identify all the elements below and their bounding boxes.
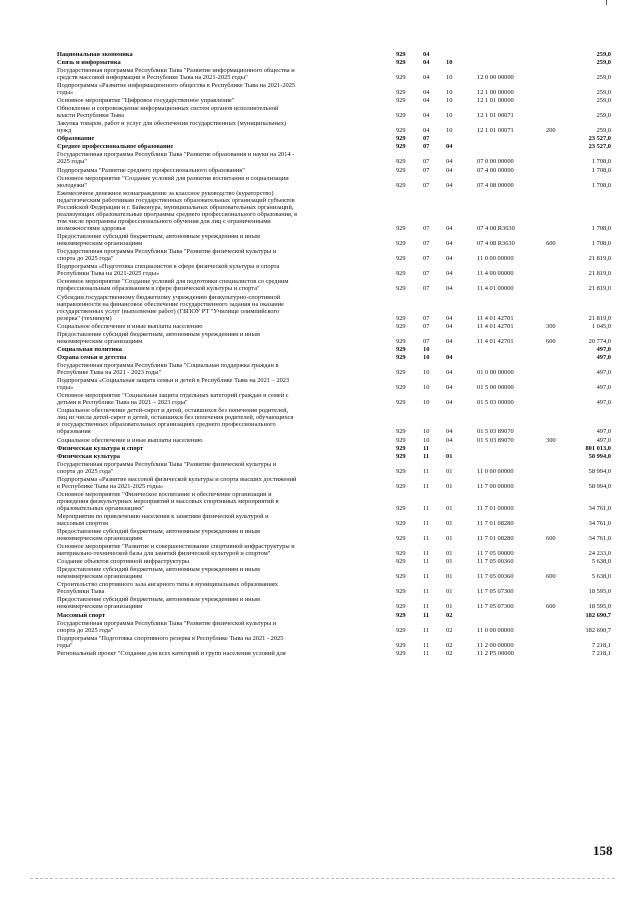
cell-section: 07 bbox=[423, 181, 430, 189]
table-row bbox=[0, 476, 639, 490]
table-row bbox=[0, 543, 639, 557]
cell-section: 07 bbox=[423, 135, 430, 143]
cell-ministry: 929 bbox=[396, 588, 406, 596]
cell-subsection: 01 bbox=[446, 504, 453, 512]
cell-subsection: 04 bbox=[446, 436, 453, 444]
cell-amount: 34 761,0 bbox=[588, 504, 611, 512]
cell-section: 07 bbox=[423, 240, 430, 248]
table-row bbox=[0, 377, 639, 391]
row-name: Социальное обеспечение детей-сирот и детей, оставшихся без попечения родителей, лиц из числа детей-сирот и детей, оставшихся без попечения родителей, обучающихся в государственных образовательных организациях среднего профессионального образования bbox=[57, 407, 294, 436]
cell-ministry: 929 bbox=[396, 519, 406, 527]
cell-section: 04 bbox=[423, 112, 430, 120]
row-name: Физическая культура и спорт bbox=[57, 444, 144, 452]
row-name: Государственная программа Республики Тыва "Социальная поддержка граждан в Республике Тыва на 2021 - 2023 годы" bbox=[57, 361, 279, 376]
cell-amount: 1 708,0 bbox=[591, 240, 611, 248]
row-name: Социальная политика bbox=[57, 345, 122, 353]
cell-section: 07 bbox=[423, 270, 430, 278]
cell-ministry: 929 bbox=[396, 322, 406, 330]
table-row bbox=[0, 143, 639, 150]
cell-section: 04 bbox=[423, 51, 430, 58]
cell-ministry: 929 bbox=[396, 384, 406, 392]
row-name: Мероприятия по привлечению населения к занятиям физической культурой и массовым спортом bbox=[57, 512, 269, 527]
cell-target-article: 12 1 01 00071 bbox=[477, 112, 514, 120]
cell-subsection: 02 bbox=[446, 641, 453, 649]
scan-bottom-edge bbox=[30, 878, 615, 879]
cell-section: 04 bbox=[423, 127, 430, 135]
table-row bbox=[0, 346, 639, 353]
row-name: Региональный проект "Создание для всех категорий и групп населения условий для bbox=[57, 649, 286, 657]
table-row bbox=[0, 233, 639, 247]
cell-section: 11 bbox=[423, 482, 430, 490]
row-name: Основное мероприятие "Создание условий для подготовки специалистов со средним профессиональным образованием в сфере физической культуры и спорта" bbox=[57, 278, 289, 293]
cell-subsection: 02 bbox=[446, 626, 453, 634]
cell-amount: 182 690,7 bbox=[585, 611, 611, 619]
cell-section: 10 bbox=[423, 345, 430, 353]
cell-target-article: 11 4 01 00000 bbox=[477, 285, 514, 293]
cell-subsection: 01 bbox=[446, 588, 453, 596]
cell-subsection: 10 bbox=[446, 59, 453, 66]
row-name: Национальная экономика bbox=[57, 51, 133, 58]
cell-ministry: 929 bbox=[396, 89, 406, 97]
cell-ministry: 929 bbox=[396, 345, 406, 353]
cell-section: 11 bbox=[423, 611, 430, 619]
cell-section: 11 bbox=[423, 504, 430, 512]
row-name: Подпрограмма «Развитие информационного общества в Республике Тыва на 2021-2025 годы» bbox=[57, 82, 296, 97]
cell-subsection: 04 bbox=[446, 353, 453, 361]
row-name: Основное мероприятие "Социальная защита отдельных категорий граждан и семей с детьми в Республике Тыва на 2021 – 2023 годы" bbox=[57, 392, 289, 407]
cell-expense-type: 600 bbox=[546, 573, 556, 581]
table-row bbox=[0, 392, 639, 406]
cell-amount: 1 708,0 bbox=[591, 166, 611, 174]
table-row bbox=[0, 263, 639, 277]
cell-section: 07 bbox=[423, 314, 430, 322]
cell-amount: 259,0 bbox=[596, 112, 611, 120]
cell-amount: 58 994,0 bbox=[588, 467, 611, 475]
cell-amount: 1 045,0 bbox=[591, 322, 611, 330]
cell-ministry: 929 bbox=[396, 285, 406, 293]
row-name: Ежемесячное денежное вознаграждение за классное руководство (кураторство) педагогическим работникам государственных образовательных организаций субъектов Российской Федерации и г. Байконура, муниципальных образовательных организаций, реализующих образовательные программы среднего профессионального образования, в том числе программы профессионального обучения для лиц с ограниченными возможностями здоровья bbox=[57, 189, 298, 233]
cell-ministry: 929 bbox=[396, 166, 406, 174]
cell-target-article: 01 5 03 89070 bbox=[477, 436, 514, 444]
cell-ministry: 929 bbox=[396, 558, 406, 566]
table-row bbox=[0, 120, 639, 134]
cell-section: 07 bbox=[423, 166, 430, 174]
cell-ministry: 929 bbox=[396, 97, 406, 105]
cell-ministry: 929 bbox=[396, 573, 406, 581]
cell-subsection: 04 bbox=[446, 368, 453, 376]
cell-target-article: 07 0 00 00000 bbox=[477, 158, 514, 166]
cell-subsection: 04 bbox=[446, 285, 453, 293]
row-name: Подпрограмма "Развитие среднего профессионального образования" bbox=[57, 166, 245, 174]
cell-subsection: 04 bbox=[446, 240, 453, 248]
cell-section: 11 bbox=[423, 588, 430, 596]
table-row bbox=[0, 635, 639, 649]
row-name: Подпрограмма "Подготовка спортивного резерва в Республике Тыва на 2021 - 2025 годы" bbox=[57, 634, 284, 649]
table-row bbox=[0, 612, 639, 619]
cell-subsection: 10 bbox=[446, 74, 453, 82]
table-row bbox=[0, 528, 639, 542]
cell-subsection: 10 bbox=[446, 89, 453, 97]
cell-subsection: 04 bbox=[446, 225, 453, 233]
cell-target-article: 12 1 00 00000 bbox=[477, 89, 514, 97]
cell-subsection: 02 bbox=[446, 649, 453, 657]
cell-section: 07 bbox=[423, 158, 430, 166]
table-row bbox=[0, 513, 639, 527]
cell-target-article: 11 7 01 08280 bbox=[477, 519, 514, 527]
cell-amount: 259,0 bbox=[596, 74, 611, 82]
table-row bbox=[0, 437, 639, 444]
cell-target-article: 12 0 00 00000 bbox=[477, 74, 514, 82]
row-name: Подпрограмма «Социальная защита семьи и детей в Республике Тыва на 2021 – 2023 годы» bbox=[57, 377, 290, 392]
cell-amount: 20 774,0 bbox=[588, 337, 611, 345]
table-row bbox=[0, 59, 639, 66]
cell-section: 10 bbox=[423, 399, 430, 407]
row-name: Предоставление субсидий бюджетным, автономным учреждениям и иным некоммерческим организациям bbox=[57, 330, 260, 345]
cell-subsection: 01 bbox=[446, 519, 453, 527]
cell-target-article: 07 4 08 00000 bbox=[477, 181, 514, 189]
cell-ministry: 929 bbox=[396, 444, 406, 452]
cell-target-article: 07 4 08 R3630 bbox=[477, 240, 515, 248]
cell-section: 11 bbox=[423, 649, 430, 657]
cell-amount: 497,0 bbox=[596, 384, 611, 392]
row-name: Обновление и сопровождение информационных систем органов исполнительной власти Республики Тыва bbox=[57, 105, 279, 120]
row-name: Государственная программа Республики Тыва "Развитие физической культуры и спорта до 2025 года" bbox=[57, 248, 277, 263]
cell-section: 11 bbox=[423, 535, 430, 543]
cell-target-article: 11 4 01 42701 bbox=[477, 337, 514, 345]
table-row bbox=[0, 151, 639, 165]
table-row bbox=[0, 362, 639, 376]
cell-expense-type: 300 bbox=[546, 322, 556, 330]
cell-target-article: 11 4 01 42701 bbox=[477, 314, 514, 322]
row-name: Среднее профессиональное образование bbox=[57, 143, 174, 151]
cell-subsection: 04 bbox=[446, 314, 453, 322]
page-number: 158 bbox=[593, 843, 613, 858]
cell-amount: 1 708,0 bbox=[591, 225, 611, 233]
table-row bbox=[0, 491, 639, 512]
cell-ministry: 929 bbox=[396, 504, 406, 512]
row-name: Социальное обеспечение и иные выплаты населению bbox=[57, 436, 203, 444]
row-name: Предоставление субсидий бюджетным, автономным учреждениям и иным некоммерческим организациям bbox=[57, 233, 260, 248]
cell-amount: 1 708,0 bbox=[591, 181, 611, 189]
cell-target-article: 01 5 00 00000 bbox=[477, 384, 514, 392]
row-name: Предоставление субсидий бюджетным, автономным учреждениям и иным некоммерческим организациям bbox=[57, 596, 260, 611]
cell-subsection: 01 bbox=[446, 550, 453, 558]
row-name: Основное мероприятие "Физическое воспитание и обеспечение организации и проведения физкультурных мероприятий и массовых спортивных мероприятий в образовательных организациях" bbox=[57, 490, 279, 512]
row-name: Массовый спорт bbox=[57, 611, 105, 619]
row-name: Основное мероприятие "Создание условий для развития воспитания и социализации молодежи" bbox=[57, 174, 289, 189]
cell-ministry: 929 bbox=[396, 143, 406, 151]
cell-section: 07 bbox=[423, 337, 430, 345]
cell-target-article: 01 5 03 00000 bbox=[477, 399, 514, 407]
row-name: Подпрограмма «Развитие массовой физической культуры и спорта высших достижений в Республике Тыва на 2021-2025 годы» bbox=[57, 475, 297, 490]
cell-ministry: 929 bbox=[396, 337, 406, 345]
cell-subsection: 10 bbox=[446, 127, 453, 135]
cell-ministry: 929 bbox=[396, 467, 406, 475]
cell-ministry: 929 bbox=[396, 649, 406, 657]
cell-subsection: 04 bbox=[446, 143, 453, 151]
cell-subsection: 04 bbox=[446, 322, 453, 330]
cell-section: 04 bbox=[423, 74, 430, 82]
cell-subsection: 01 bbox=[446, 467, 453, 475]
cell-ministry: 929 bbox=[396, 225, 406, 233]
cell-amount: 497,0 bbox=[596, 353, 611, 361]
row-name: Физическая культура bbox=[57, 452, 120, 460]
cell-amount: 182 690,7 bbox=[585, 626, 611, 634]
cell-ministry: 929 bbox=[396, 611, 406, 619]
cell-amount: 259,0 bbox=[596, 89, 611, 97]
cell-expense-type: 600 bbox=[546, 337, 556, 345]
cell-amount: 21 819,0 bbox=[588, 255, 611, 263]
scan-mark bbox=[606, 0, 607, 5]
cell-section: 04 bbox=[423, 89, 430, 97]
row-name: Подпрограмма «Подготовка специалистов в сфере физической культуры и спорта Республики Тыва на 2021-2025 годы» bbox=[57, 263, 280, 278]
table-row bbox=[0, 190, 639, 233]
cell-ministry: 929 bbox=[396, 127, 406, 135]
cell-amount: 58 994,0 bbox=[588, 452, 611, 460]
cell-amount: 7 218,1 bbox=[591, 649, 611, 657]
row-name: Предоставление субсидий бюджетным, автономным учреждениям и иным некоммерческим организациям bbox=[57, 528, 260, 543]
cell-target-article: 11 0 00 00000 bbox=[477, 255, 514, 263]
cell-amount: 801 013,0 bbox=[585, 444, 611, 452]
table-row bbox=[0, 407, 639, 435]
cell-amount: 497,0 bbox=[596, 428, 611, 436]
cell-ministry: 929 bbox=[396, 51, 406, 58]
cell-subsection: 04 bbox=[446, 255, 453, 263]
cell-expense-type: 600 bbox=[546, 603, 556, 611]
row-name: Основное мероприятие "Развитие и совершенствование спортивной инфраструктуры и материально-технической базы для занятий физической культурой и спортом" bbox=[57, 543, 295, 558]
cell-amount: 23 527,0 bbox=[588, 135, 611, 143]
cell-target-article: 12 1 01 00000 bbox=[477, 97, 514, 105]
table-row bbox=[0, 294, 639, 322]
cell-section: 10 bbox=[423, 436, 430, 444]
cell-ministry: 929 bbox=[396, 399, 406, 407]
table-row bbox=[0, 445, 639, 452]
row-name: Образование bbox=[57, 135, 95, 143]
table-row bbox=[0, 135, 639, 142]
row-name: Государственная программа Республики Тыва "Развитие образования и науки на 2014 - 2025 годы" bbox=[57, 151, 295, 166]
cell-section: 11 bbox=[423, 444, 430, 452]
row-name: Охрана семьи и детства bbox=[57, 353, 127, 361]
table-row bbox=[0, 596, 639, 610]
cell-amount: 7 218,1 bbox=[591, 641, 611, 649]
table-row bbox=[0, 331, 639, 345]
cell-target-article: 11 0 00 00000 bbox=[477, 626, 514, 634]
cell-ministry: 929 bbox=[396, 535, 406, 543]
cell-section: 11 bbox=[423, 641, 430, 649]
cell-section: 07 bbox=[423, 322, 430, 330]
cell-target-article: 11 2 P5 00000 bbox=[477, 649, 514, 657]
table-row bbox=[0, 323, 639, 330]
cell-subsection: 04 bbox=[446, 181, 453, 189]
row-name: Закупка товаров, работ и услуг для обеспечения государственных (муниципальных) нужд bbox=[57, 120, 287, 135]
cell-section: 04 bbox=[423, 97, 430, 105]
table-row bbox=[0, 97, 639, 104]
cell-subsection: 01 bbox=[446, 535, 453, 543]
cell-section: 11 bbox=[423, 626, 430, 634]
cell-subsection: 10 bbox=[446, 112, 453, 120]
cell-expense-type: 600 bbox=[546, 240, 556, 248]
cell-subsection: 04 bbox=[446, 270, 453, 278]
table-row bbox=[0, 175, 639, 189]
row-name: Строительство спортивного зала ангарного типа в муниципальных образованиях Республики Тыва bbox=[57, 581, 278, 596]
table-row bbox=[0, 453, 639, 460]
cell-subsection: 04 bbox=[446, 384, 453, 392]
cell-amount: 24 233,0 bbox=[588, 550, 611, 558]
table-row bbox=[0, 558, 639, 565]
cell-ministry: 929 bbox=[396, 240, 406, 248]
cell-subsection: 01 bbox=[446, 482, 453, 490]
cell-amount: 259,0 bbox=[596, 51, 611, 58]
cell-ministry: 929 bbox=[396, 368, 406, 376]
cell-expense-type: 600 bbox=[546, 535, 556, 543]
cell-ministry: 929 bbox=[396, 452, 406, 460]
cell-ministry: 929 bbox=[396, 255, 406, 263]
cell-target-article: 07 4 00 00000 bbox=[477, 166, 514, 174]
cell-section: 11 bbox=[423, 519, 430, 527]
cell-section: 11 bbox=[423, 558, 430, 566]
cell-amount: 34 761,0 bbox=[588, 519, 611, 527]
cell-section: 10 bbox=[423, 368, 430, 376]
cell-ministry: 929 bbox=[396, 428, 406, 436]
cell-section: 11 bbox=[423, 452, 430, 460]
cell-ministry: 929 bbox=[396, 436, 406, 444]
cell-target-article: 11 7 05 00000 bbox=[477, 550, 514, 558]
cell-ministry: 929 bbox=[396, 353, 406, 361]
table-row bbox=[0, 278, 639, 292]
cell-amount: 497,0 bbox=[596, 345, 611, 353]
cell-amount: 497,0 bbox=[596, 368, 611, 376]
table-row bbox=[0, 581, 639, 595]
cell-section: 07 bbox=[423, 225, 430, 233]
cell-amount: 23 527,0 bbox=[588, 143, 611, 151]
cell-ministry: 929 bbox=[396, 314, 406, 322]
cell-ministry: 929 bbox=[396, 603, 406, 611]
row-name: Субсидии государственному бюджетному учреждению физкультурно-спортивной направленности на финансовое обеспечение государственного задания на оказание государственных услуг (выполнение работ) (ГБПОУ РТ "Училище олимпийского резерва" (техникум) bbox=[57, 293, 284, 322]
cell-amount: 259,0 bbox=[596, 97, 611, 105]
row-name: Социальное обеспечение и иные выплаты населению bbox=[57, 322, 203, 330]
cell-section: 10 bbox=[423, 428, 430, 436]
cell-section: 07 bbox=[423, 255, 430, 263]
cell-subsection: 04 bbox=[446, 337, 453, 345]
cell-expense-type: 300 bbox=[546, 436, 556, 444]
table-row bbox=[0, 105, 639, 119]
cell-ministry: 929 bbox=[396, 181, 406, 189]
cell-amount: 259,0 bbox=[596, 59, 611, 66]
cell-subsection: 04 bbox=[446, 428, 453, 436]
row-name: Предоставление субсидий бюджетным, автономным учреждениям и иным некоммерческим организациям bbox=[57, 566, 260, 581]
cell-subsection: 04 bbox=[446, 158, 453, 166]
cell-target-article: 11 0 00 00000 bbox=[477, 467, 514, 475]
cell-amount: 21 819,0 bbox=[588, 270, 611, 278]
cell-target-article: 11 7 00 00000 bbox=[477, 482, 514, 490]
table-row bbox=[0, 354, 639, 361]
row-name: Создание объектов спортивной инфраструктуры bbox=[57, 558, 190, 566]
cell-amount: 34 761,0 bbox=[588, 535, 611, 543]
cell-amount: 18 595,0 bbox=[588, 603, 611, 611]
table-row bbox=[0, 248, 639, 262]
cell-target-article: 11 7 05 00360 bbox=[477, 558, 514, 566]
cell-section: 11 bbox=[423, 550, 430, 558]
cell-target-article: 11 7 01 08280 bbox=[477, 535, 514, 543]
cell-amount: 21 819,0 bbox=[588, 285, 611, 293]
cell-section: 07 bbox=[423, 285, 430, 293]
cell-target-article: 12 1 01 00071 bbox=[477, 127, 514, 135]
cell-target-article: 11 7 01 00000 bbox=[477, 504, 514, 512]
cell-ministry: 929 bbox=[396, 112, 406, 120]
cell-target-article: 01 5 03 89070 bbox=[477, 428, 514, 436]
row-name: Государственная программа Республики Тыва "Развитие информационного общества и средств массовой информации в Республике Тыва на 2021-2025 годы" bbox=[57, 67, 295, 82]
cell-subsection: 04 bbox=[446, 166, 453, 174]
cell-amount: 18 595,0 bbox=[588, 588, 611, 596]
cell-amount: 497,0 bbox=[596, 436, 611, 444]
row-name: Государственная программа Республики Тыва "Развитие физической культуры и спорта до 2025 года" bbox=[57, 460, 277, 475]
row-name: Связь и информатика bbox=[57, 59, 121, 66]
cell-amount: 1 708,0 bbox=[591, 158, 611, 166]
table-row bbox=[0, 51, 639, 58]
cell-subsection: 01 bbox=[446, 573, 453, 581]
table-row bbox=[0, 620, 639, 634]
cell-amount: 58 994,0 bbox=[588, 482, 611, 490]
cell-ministry: 929 bbox=[396, 641, 406, 649]
cell-section: 04 bbox=[423, 59, 430, 66]
cell-section: 10 bbox=[423, 384, 430, 392]
cell-ministry: 929 bbox=[396, 550, 406, 558]
cell-target-article: 11 4 00 00000 bbox=[477, 270, 514, 278]
cell-section: 11 bbox=[423, 573, 430, 581]
cell-section: 10 bbox=[423, 353, 430, 361]
cell-section: 07 bbox=[423, 143, 430, 151]
row-name: Государственная программа Республики Тыва "Развитие физической культуры и спорта до 2025 года" bbox=[57, 619, 277, 634]
cell-ministry: 929 bbox=[396, 158, 406, 166]
cell-ministry: 929 bbox=[396, 135, 406, 143]
cell-subsection: 01 bbox=[446, 558, 453, 566]
cell-ministry: 929 bbox=[396, 59, 406, 66]
cell-amount: 5 638,0 bbox=[591, 558, 611, 566]
cell-expense-type: 200 bbox=[546, 127, 556, 135]
cell-amount: 5 638,0 bbox=[591, 573, 611, 581]
table-row bbox=[0, 67, 639, 81]
cell-amount: 21 819,0 bbox=[588, 314, 611, 322]
cell-subsection: 02 bbox=[446, 611, 453, 619]
cell-target-article: 11 7 05 07300 bbox=[477, 588, 514, 596]
cell-ministry: 929 bbox=[396, 270, 406, 278]
cell-section: 11 bbox=[423, 603, 430, 611]
cell-target-article: 11 2 00 00000 bbox=[477, 641, 514, 649]
cell-subsection: 01 bbox=[446, 452, 453, 460]
cell-subsection: 10 bbox=[446, 97, 453, 105]
cell-amount: 497,0 bbox=[596, 399, 611, 407]
cell-subsection: 04 bbox=[446, 399, 453, 407]
cell-subsection: 01 bbox=[446, 603, 453, 611]
table-row bbox=[0, 566, 639, 580]
cell-target-article: 07 4 08 R3630 bbox=[477, 225, 515, 233]
cell-target-article: 01 0 00 00000 bbox=[477, 368, 514, 376]
table-row bbox=[0, 82, 639, 96]
cell-ministry: 929 bbox=[396, 74, 406, 82]
cell-target-article: 11 7 05 00360 bbox=[477, 573, 514, 581]
table-row bbox=[0, 650, 639, 657]
cell-amount: 259,0 bbox=[596, 127, 611, 135]
cell-ministry: 929 bbox=[396, 626, 406, 634]
cell-target-article: 11 4 01 42701 bbox=[477, 322, 514, 330]
table-row bbox=[0, 461, 639, 475]
table-row bbox=[0, 167, 639, 174]
row-name: Основное мероприятие "Цифровое государственное управление" bbox=[57, 97, 235, 105]
cell-target-article: 11 7 05 07300 bbox=[477, 603, 514, 611]
cell-ministry: 929 bbox=[396, 482, 406, 490]
cell-section: 11 bbox=[423, 467, 430, 475]
